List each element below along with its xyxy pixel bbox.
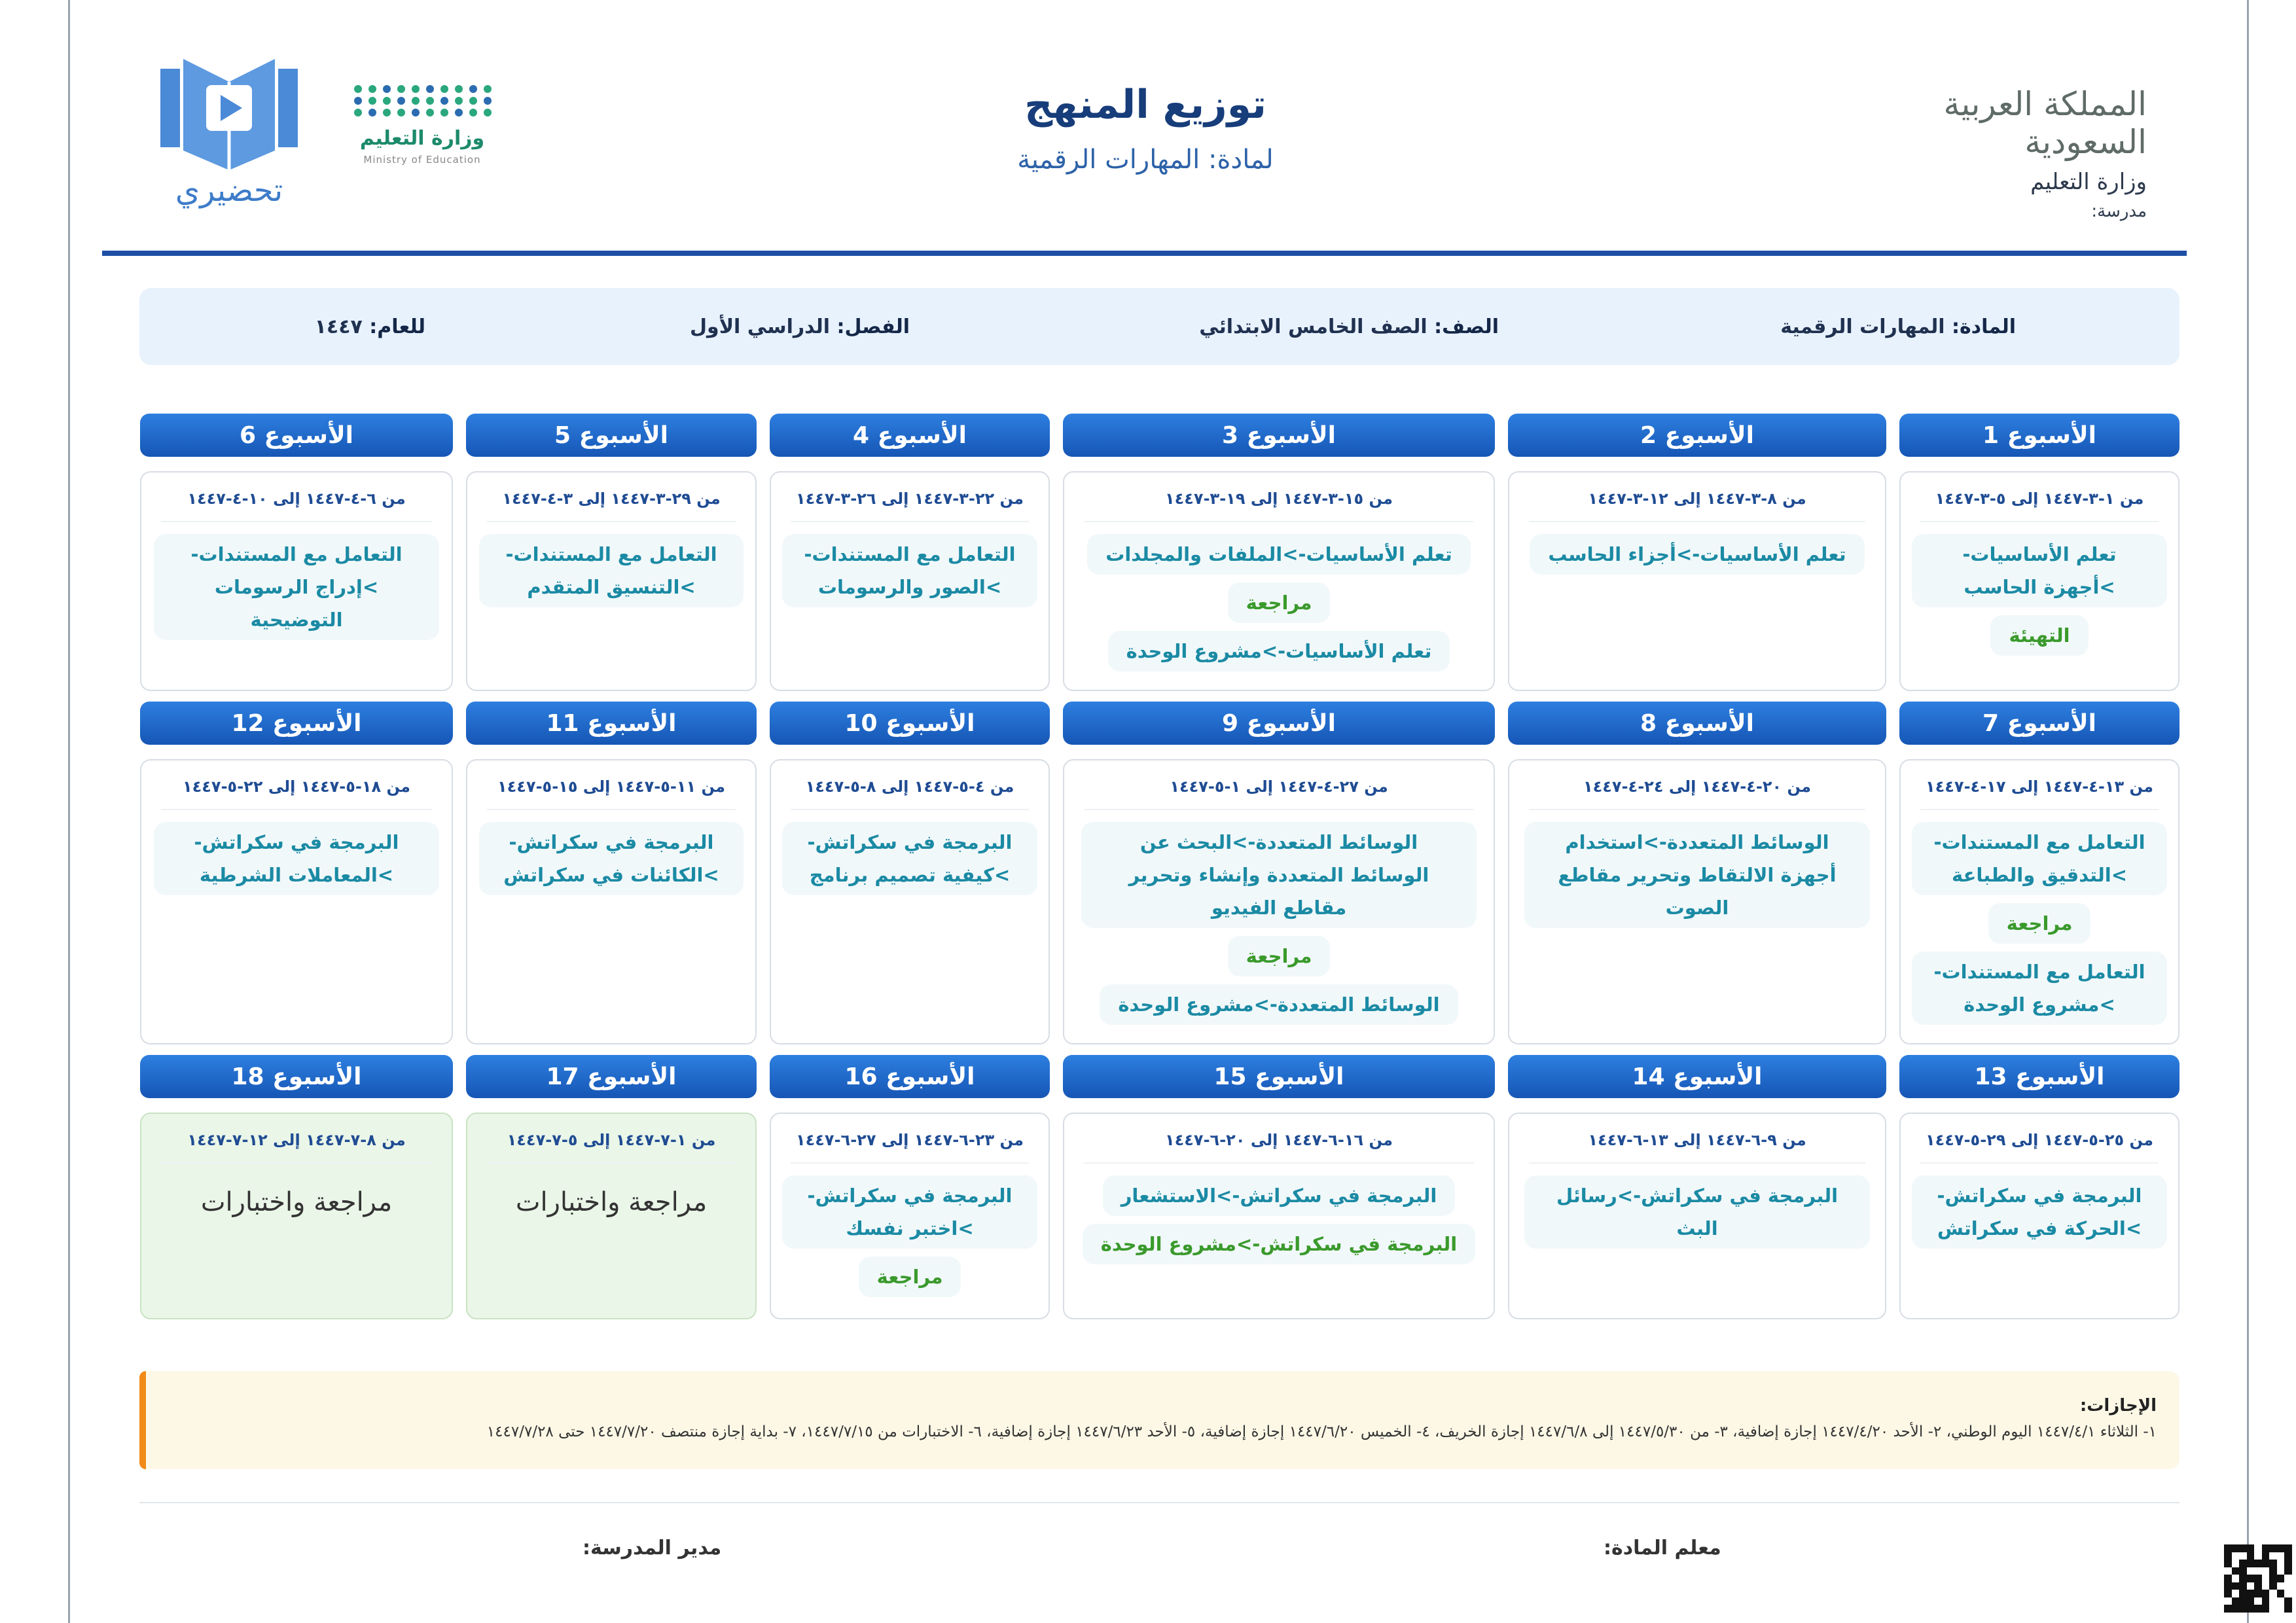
holidays-text: ١- الثلاثاء ١٤٤٧/٤/١ اليوم الوطني، ٢- الأحد ١٤٤٧/٤/٢٠ إجازة إضافية، ٣- من ١٤٤٧/٥/٣٠ إلى ١٤٤٧/٦/٨ إجازة الخريف، ٤- الخميس ١٤٤٧/٦/٢٠ إجازة إضافية، ٥- الأحد ١٤٤٧/٦/٢٣ إجازة إضافية، ٦- الاختبارات من ١٤٤٧/٧/١٥، ٧- بداية إجازة منتصف ١٤٤٧/٧/٢٠ حتى ١٤٤٧/٧/٢٨ (486, 1423, 2157, 1440)
week-note: مراجعة واختبارات (515, 1187, 708, 1217)
lesson-chip: البرمجة في سكراتش->الاستشعار (1103, 1175, 1456, 1216)
holidays-title: الإجازات: (2079, 1396, 2157, 1416)
info-year-label: للعام: (369, 315, 425, 338)
week-date-range: من ١-٧-١٤٤٧ إلى ٥-٧-١٤٤٧ (487, 1131, 736, 1164)
info-subject-value: المهارات الرقمية (1780, 315, 1945, 338)
lesson-chip: الوسائط المتعددة->استخدام أجهزة الالتقاط وتحرير مقاطع الصوت (1524, 822, 1870, 928)
week-card (140, 1113, 453, 1319)
week-date-range: من ٢٢-٣-١٤٤٧ إلى ٢٦-٣-١٤٤٧ (791, 490, 1029, 522)
teacher-signature-label: معلم المادة: (1604, 1537, 1721, 1560)
lesson-chip: التعامل مع المستندات->التنسيق المتقدم (479, 534, 744, 607)
lesson-chip: التعامل مع المستندات->مشروع الوحدة (1912, 952, 2167, 1025)
page-title: توزيع المنهج (1024, 82, 1266, 128)
moe-logo-arabic: وزارة التعليم (359, 127, 485, 150)
week-header: الأسبوع 18 (140, 1055, 453, 1098)
title-block (779, 82, 1512, 175)
lesson-review-chip: مراجعة (1988, 903, 2091, 944)
week-card (1063, 471, 1495, 691)
lesson-list (771, 534, 1049, 607)
week-header: الأسبوع 16 (770, 1055, 1050, 1098)
week-card (1063, 1113, 1495, 1319)
week-header: الأسبوع 11 (466, 702, 757, 745)
qr-code-icon (2224, 1544, 2292, 1613)
week-card (466, 759, 757, 1044)
lesson-list (1509, 1175, 1885, 1249)
week-note: مراجعة واختبارات (200, 1187, 393, 1217)
week-card (1508, 471, 1886, 691)
lesson-list (1509, 534, 1885, 575)
ksa-ministry-name: وزارة التعليم (2030, 169, 2147, 195)
lesson-chip: الوسائط المتعددة->مشروع الوحدة (1100, 984, 1458, 1025)
week-header: الأسبوع 6 (140, 414, 453, 457)
week-header: الأسبوع 12 (140, 702, 453, 745)
week-header: الأسبوع 3 (1063, 414, 1495, 457)
week-date-range: من ١-٣-١٤٤٧ إلى ٥-٣-١٤٤٧ (1920, 490, 2159, 522)
info-grade (1199, 315, 1499, 338)
header-divider (102, 251, 2187, 256)
lesson-review-chip: التهيئة (1990, 615, 2088, 656)
info-year-value: ١٤٤٧ (314, 315, 363, 338)
info-year (315, 315, 425, 338)
week-date-range: من ٨-٧-١٤٤٧ إلى ١٢-٧-١٤٤٧ (161, 1131, 432, 1164)
info-term-value: الدراسي الأول (690, 315, 831, 338)
lesson-list (1901, 822, 2178, 1025)
school-label: مدرسة: (2091, 202, 2147, 221)
lesson-list (771, 822, 1049, 895)
week-date-range: من ١١-٥-١٤٤٧ إلى ١٥-٥-١٤٤٧ (487, 777, 736, 810)
principal-signature-label: مدير المدرسة: (583, 1537, 722, 1560)
header (105, 46, 2193, 242)
lesson-chip: الوسائط المتعددة->البحث عن الوسائط المتعددة وإنشاء وتحرير مقاطع الفيديو (1081, 822, 1477, 928)
week-card (466, 471, 757, 691)
week-header: الأسبوع 10 (770, 702, 1050, 745)
holidays-box (139, 1371, 2179, 1469)
week-date-range: من ٨-٣-١٤٤٧ إلى ١٢-٣-١٤٤٧ (1529, 490, 1865, 522)
tahdiri-logo-text: تحضيري (175, 172, 283, 209)
lesson-chip: البرمجة في سكراتش->الكائنات في سكراتش (479, 822, 744, 895)
lesson-list (1064, 534, 1494, 671)
lesson-chip: تعلم الأساسيات->مشروع الوحدة (1108, 631, 1450, 671)
lesson-chip: البرمجة في سكراتش->المعاملات الشرطية (154, 822, 439, 895)
week-date-range: من ٢٧-٤-١٤٤٧ إلى ١-٥-١٤٤٧ (1084, 777, 1474, 810)
week-header: الأسبوع 15 (1063, 1055, 1495, 1098)
week-date-range: من ٦-٤-١٤٤٧ إلى ١٠-٤-١٤٤٧ (161, 490, 432, 522)
week-date-range: من ٢٩-٣-١٤٤٧ إلى ٣-٤-١٤٤٧ (487, 490, 736, 522)
week-header: الأسبوع 2 (1508, 414, 1886, 457)
moe-dots-icon (340, 85, 504, 116)
moe-logo (340, 85, 504, 166)
lesson-list (771, 1175, 1049, 1297)
week-header: الأسبوع 9 (1063, 702, 1495, 745)
week-date-range: من ٢٣-٦-١٤٤٧ إلى ٢٧-٦-١٤٤٧ (791, 1131, 1029, 1164)
lesson-list (1509, 822, 1885, 928)
lesson-review-chip: مراجعة (1228, 936, 1331, 976)
lesson-chip: تعلم الأساسيات->أجهزة الحاسب (1912, 534, 2167, 607)
lesson-chip: البرمجة في سكراتش->رسائل البث (1524, 1175, 1870, 1249)
ksa-calligraphy-logo: المملكة العربية السعودية (1943, 85, 2147, 161)
lesson-review-chip: مراجعة (859, 1257, 961, 1297)
week-date-range: من ٢٠-٤-١٤٤٧ إلى ٢٤-٤-١٤٤٧ (1529, 777, 1865, 810)
week-date-range: من ٢٥-٥-١٤٤٧ إلى ٢٩-٥-١٤٤٧ (1920, 1131, 2159, 1164)
lesson-chip: التعامل مع المستندات->الصور والرسومات (782, 534, 1037, 607)
lesson-list (467, 822, 755, 895)
week-header: الأسبوع 7 (1899, 702, 2179, 745)
lesson-chip: البرمجة في سكراتش->الحركة في سكراتش (1912, 1175, 2167, 1249)
lesson-chip: التعامل مع المستندات->إدراج الرسومات التوضيحية (154, 534, 439, 640)
lesson-list (141, 534, 452, 640)
info-subject-label: المادة: (1951, 315, 2016, 338)
lesson-list (1901, 1175, 2178, 1249)
week-card (770, 1113, 1050, 1319)
lesson-review-chip: مراجعة (1228, 582, 1331, 623)
week-header: الأسبوع 1 (1899, 414, 2179, 457)
lesson-chip: التعامل مع المستندات->التدقيق والطباعة (1912, 822, 2167, 895)
info-term-label: الفصل: (836, 315, 910, 338)
book-play-icon (147, 56, 311, 173)
week-card (140, 759, 453, 1044)
week-card (1508, 1113, 1886, 1319)
info-grade-value: الصف الخامس الابتدائي (1199, 315, 1427, 338)
week-header: الأسبوع 13 (1899, 1055, 2179, 1098)
week-card (466, 1113, 757, 1319)
week-header: الأسبوع 14 (1508, 1055, 1886, 1098)
week-header: الأسبوع 17 (466, 1055, 757, 1098)
week-date-range: من ١٨-٥-١٤٤٧ إلى ٢٢-٥-١٤٤٧ (161, 777, 432, 810)
week-date-range: من ١٣-٤-١٤٤٧ إلى ١٧-٤-١٤٤٧ (1920, 777, 2159, 810)
week-card (140, 471, 453, 691)
week-date-range: من ١٥-٣-١٤٤٧ إلى ١٩-٣-١٤٤٧ (1084, 490, 1474, 522)
week-card (1899, 1113, 2179, 1319)
week-card (1508, 759, 1886, 1044)
week-header: الأسبوع 4 (770, 414, 1050, 457)
lesson-chip: تعلم الأساسيات->الملفات والمجلدات (1087, 534, 1471, 575)
week-card (1899, 471, 2179, 691)
week-card (1063, 759, 1495, 1044)
footer-divider (139, 1502, 2179, 1503)
tahdiri-logo (144, 56, 314, 209)
lesson-list (1064, 822, 1494, 1025)
info-grade-label: الصف: (1434, 315, 1499, 338)
week-card (770, 471, 1050, 691)
week-date-range: من ٤-٥-١٤٤٧ إلى ٨-٥-١٤٤٧ (791, 777, 1029, 810)
moe-logo-english: Ministry of Education (363, 154, 481, 166)
week-date-range: من ١٦-٦-١٤٤٧ إلى ٢٠-٦-١٤٤٧ (1084, 1131, 1474, 1164)
info-subject (1780, 315, 2016, 338)
lesson-list (1064, 1175, 1494, 1264)
week-header: الأسبوع 8 (1508, 702, 1886, 745)
lesson-list (141, 822, 452, 895)
week-date-range: من ٩-٦-١٤٤٧ إلى ١٣-٦-١٤٤٧ (1529, 1131, 1865, 1164)
week-card (770, 759, 1050, 1044)
lesson-list (1901, 534, 2178, 656)
lesson-chip: البرمجة في سكراتش->اختبر نفسك (782, 1175, 1037, 1249)
lesson-list (467, 534, 755, 607)
week-card (1899, 759, 2179, 1044)
subject-subtitle: لمادة: المهارات الرقمية (1017, 145, 1274, 175)
holidays-accent-bar (139, 1371, 146, 1469)
lesson-chip: تعلم الأساسيات->أجزاء الحاسب (1530, 534, 1864, 575)
ksa-branding (1911, 85, 2147, 221)
week-header: الأسبوع 5 (466, 414, 757, 457)
info-bar (139, 288, 2179, 365)
info-term (690, 315, 910, 338)
lesson-chip: البرمجة في سكراتش->كيفية تصميم برنامج (782, 822, 1037, 895)
lesson-review-chip: البرمجة في سكراتش->مشروع الوحدة (1083, 1224, 1475, 1264)
